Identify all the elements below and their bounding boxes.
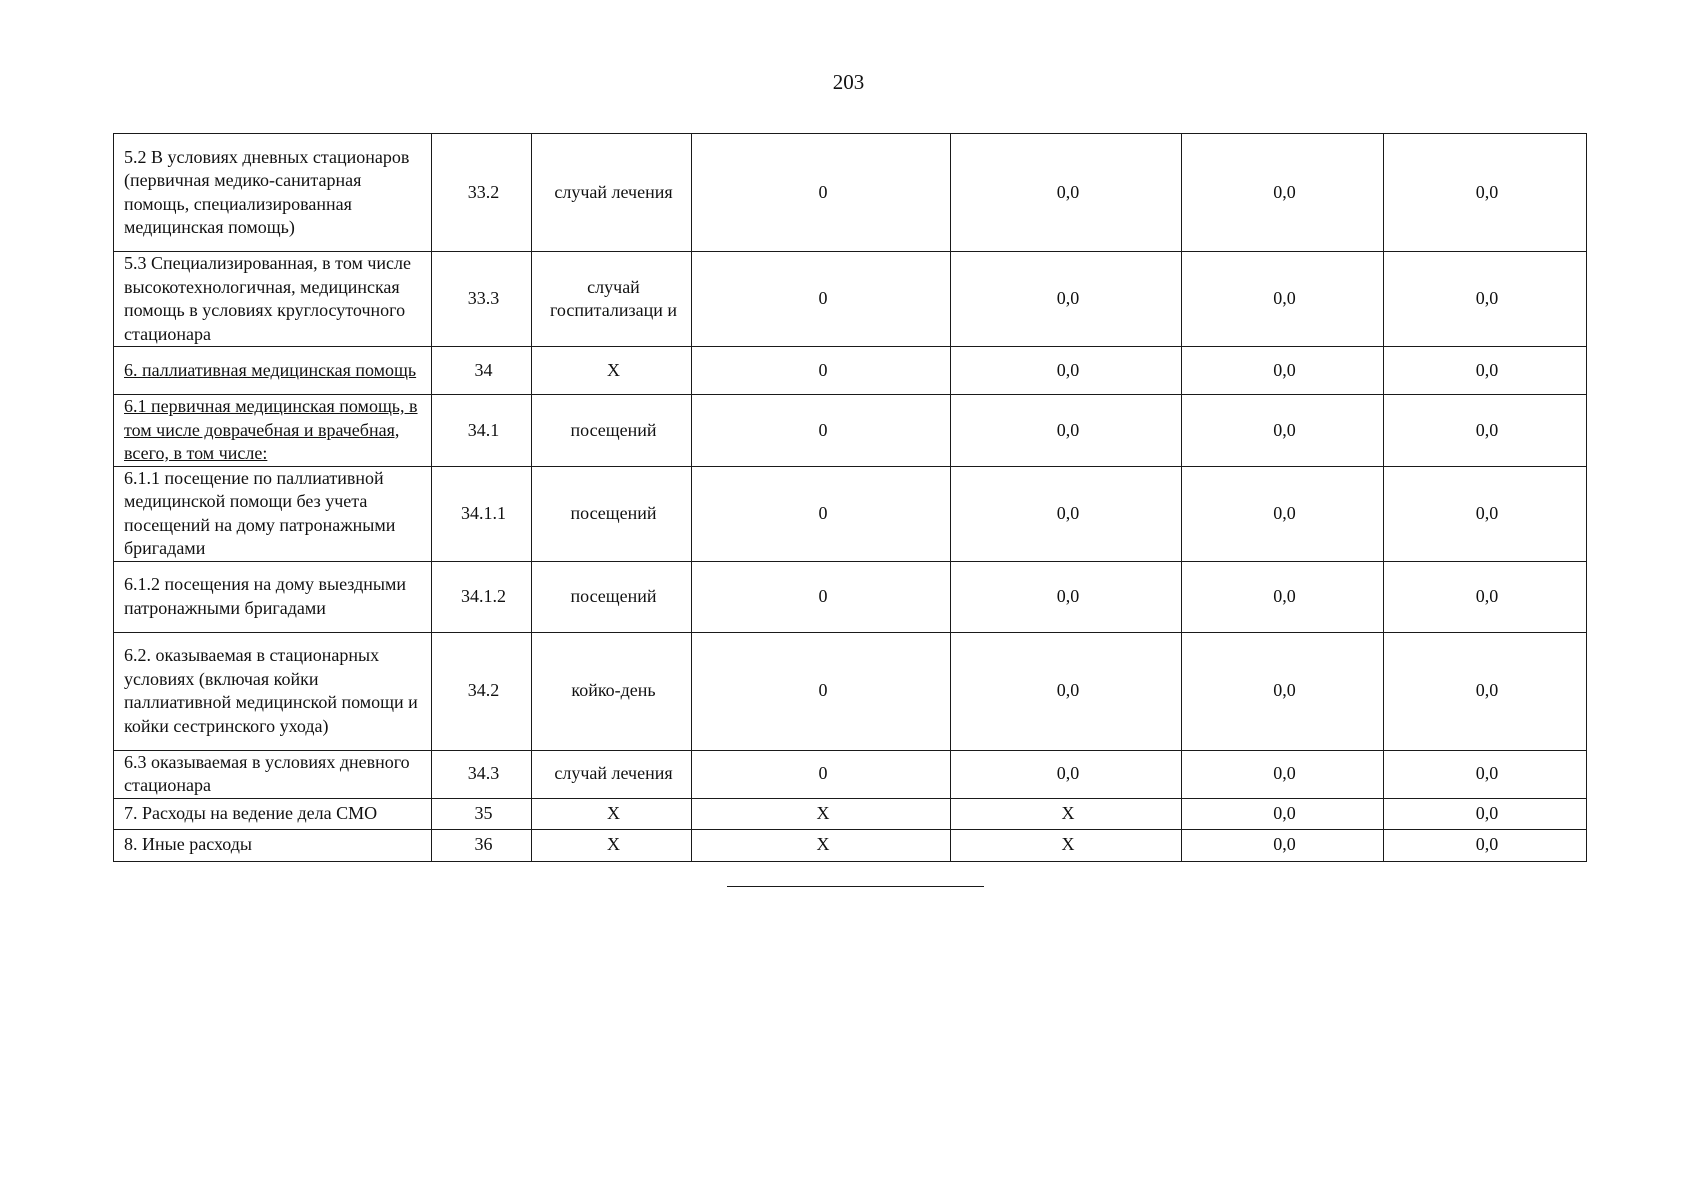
table-row bbox=[114, 134, 1587, 252]
row-unit bbox=[532, 466, 692, 561]
row-value-5-text: 0,0 bbox=[1056, 763, 1080, 784]
row-value-5-text: 0,0 bbox=[1056, 502, 1080, 523]
row-name bbox=[114, 466, 432, 561]
row-value-5-text: 0,0 bbox=[1056, 680, 1080, 701]
row-value-5 bbox=[951, 561, 1182, 632]
row-value-7 bbox=[1384, 798, 1587, 829]
row-value-5-text: X bbox=[1061, 834, 1075, 855]
row-unit-text: X bbox=[607, 834, 620, 855]
row-value-7 bbox=[1384, 561, 1587, 632]
end-rule bbox=[727, 886, 984, 887]
row-code-text: 34.1 bbox=[467, 419, 500, 440]
row-value-4-text: X bbox=[816, 834, 830, 855]
row-value-6-text: 0,0 bbox=[1273, 802, 1296, 823]
table-row bbox=[114, 395, 1587, 467]
row-unit-text: случай лечения bbox=[554, 763, 673, 784]
row-name bbox=[114, 395, 432, 467]
row-value-5 bbox=[951, 134, 1182, 252]
row-value-7-text: 0,0 bbox=[1475, 359, 1499, 380]
row-value-4-text: 0 bbox=[818, 359, 828, 380]
row-unit-text: койко-день bbox=[571, 680, 656, 701]
row-value-4 bbox=[692, 561, 951, 632]
row-name-text: 7. Расходы на ведение дела СМО bbox=[124, 802, 378, 823]
row-value-7-text: 0,0 bbox=[1475, 763, 1499, 784]
row-name-text: 6.1.1 посещение по паллиативной медицинской помощи без учета посещений на дому патронажными бригадами bbox=[124, 467, 396, 558]
row-name bbox=[114, 252, 432, 347]
row-value-7 bbox=[1384, 395, 1587, 467]
row-name-text: 6.1.2 посещения на дому выездными патронажными бригадами bbox=[124, 574, 406, 618]
row-value-6-text: 0,0 bbox=[1273, 834, 1296, 855]
row-code bbox=[432, 798, 532, 829]
row-value-7 bbox=[1384, 466, 1587, 561]
row-unit bbox=[532, 347, 692, 395]
row-value-4-text: 0 bbox=[818, 288, 828, 309]
row-value-6 bbox=[1182, 395, 1384, 467]
row-value-4-text: 0 bbox=[818, 680, 828, 701]
row-value-4 bbox=[692, 798, 951, 829]
row-value-6-text: 0,0 bbox=[1273, 419, 1296, 440]
row-unit-text: посещений bbox=[570, 502, 657, 523]
row-value-4-text: 0 bbox=[818, 763, 828, 784]
row-value-5 bbox=[951, 395, 1182, 467]
row-name-text: 6.2. оказываемая в стационарных условиях (включая койки паллиативной медицинской помощи и койки сестринского ухода) bbox=[124, 645, 418, 736]
row-name-text: 8. Иные расходы bbox=[124, 834, 253, 855]
row-name-text: 6.3 оказываемая в условиях дневного стационара bbox=[124, 751, 410, 795]
row-value-6 bbox=[1182, 798, 1384, 829]
row-code-text: 34 bbox=[474, 359, 493, 380]
row-value-6-text: 0,0 bbox=[1273, 502, 1296, 523]
row-code bbox=[432, 561, 532, 632]
row-value-5-text: 0,0 bbox=[1056, 585, 1080, 606]
data-table bbox=[113, 133, 1587, 862]
row-value-6 bbox=[1182, 632, 1384, 750]
row-unit bbox=[532, 561, 692, 632]
row-unit-text: X bbox=[607, 359, 620, 380]
row-code-text: 33.2 bbox=[467, 181, 500, 202]
row-value-4-text: 0 bbox=[818, 419, 828, 440]
row-value-5 bbox=[951, 750, 1182, 798]
row-value-5 bbox=[951, 829, 1182, 861]
row-unit bbox=[532, 134, 692, 252]
row-value-7 bbox=[1384, 347, 1587, 395]
row-value-7-text: 0,0 bbox=[1475, 419, 1499, 440]
table-row bbox=[114, 829, 1587, 861]
row-code bbox=[432, 134, 532, 252]
row-unit-text: посещений bbox=[570, 585, 657, 606]
row-value-4-text: 0 bbox=[818, 585, 828, 606]
row-value-7-text: 0,0 bbox=[1475, 502, 1499, 523]
row-value-4 bbox=[692, 750, 951, 798]
row-value-6 bbox=[1182, 134, 1384, 252]
row-unit bbox=[532, 798, 692, 829]
row-value-6-text: 0,0 bbox=[1273, 288, 1296, 309]
row-name bbox=[114, 347, 432, 395]
row-value-5-text: X bbox=[1061, 802, 1075, 823]
row-value-6-text: 0,0 bbox=[1273, 680, 1296, 701]
row-unit-text: случай лечения bbox=[554, 181, 673, 202]
row-code-text: 34.1.2 bbox=[461, 585, 506, 606]
row-name bbox=[114, 134, 432, 252]
row-value-5-text: 0,0 bbox=[1056, 419, 1080, 440]
row-value-7-text: 0,0 bbox=[1475, 834, 1499, 855]
row-value-5 bbox=[951, 798, 1182, 829]
row-code bbox=[432, 829, 532, 861]
table-row bbox=[114, 347, 1587, 395]
row-name bbox=[114, 561, 432, 632]
row-value-7 bbox=[1384, 134, 1587, 252]
row-code bbox=[432, 252, 532, 347]
row-unit bbox=[532, 750, 692, 798]
row-code bbox=[432, 750, 532, 798]
row-name-text: 5.2 В условиях дневных стационаров (первичная медико-санитарная помощь, специализированная медицинская помощь) bbox=[124, 146, 410, 237]
row-value-5 bbox=[951, 347, 1182, 395]
row-value-7 bbox=[1384, 632, 1587, 750]
row-value-4 bbox=[692, 466, 951, 561]
row-code-text: 33.3 bbox=[467, 288, 500, 309]
row-value-7 bbox=[1384, 252, 1587, 347]
table-row bbox=[114, 632, 1587, 750]
row-value-4 bbox=[692, 632, 951, 750]
table-row bbox=[114, 466, 1587, 561]
row-unit bbox=[532, 252, 692, 347]
row-unit bbox=[532, 632, 692, 750]
row-name-text: 6. паллиативная медицинская помощь bbox=[124, 359, 417, 380]
table-row bbox=[114, 252, 1587, 347]
row-value-4 bbox=[692, 395, 951, 467]
row-value-4-text: 0 bbox=[818, 502, 828, 523]
row-value-7 bbox=[1384, 750, 1587, 798]
row-value-7-text: 0,0 bbox=[1475, 802, 1499, 823]
row-value-5 bbox=[951, 466, 1182, 561]
row-name bbox=[114, 829, 432, 861]
row-value-6 bbox=[1182, 252, 1384, 347]
row-name-text: 6.1 первичная медицинская помощь, в том числе доврачебная и врачебная, всего, в том числе: bbox=[124, 396, 418, 463]
row-value-7-text: 0,0 bbox=[1475, 288, 1499, 309]
row-value-4 bbox=[692, 134, 951, 252]
row-value-4-text: X bbox=[816, 802, 830, 823]
row-value-6 bbox=[1182, 750, 1384, 798]
row-value-6-text: 0,0 bbox=[1273, 359, 1296, 380]
row-unit bbox=[532, 395, 692, 467]
row-value-4 bbox=[692, 347, 951, 395]
row-code bbox=[432, 466, 532, 561]
row-unit-text: X bbox=[607, 802, 620, 823]
row-name bbox=[114, 750, 432, 798]
row-code-text: 34.1.1 bbox=[461, 502, 506, 523]
row-value-7-text: 0,0 bbox=[1475, 181, 1499, 202]
row-value-4-text: 0 bbox=[818, 181, 828, 202]
row-value-5-text: 0,0 bbox=[1056, 181, 1080, 202]
row-name-text: 5.3 Специализированная, в том числе высокотехнологичная, медицинская помощь в условиях круглосуточного стационара bbox=[124, 253, 412, 344]
table-row bbox=[114, 561, 1587, 632]
row-value-7-text: 0,0 bbox=[1475, 680, 1499, 701]
row-value-6 bbox=[1182, 466, 1384, 561]
page-number: 203 bbox=[832, 70, 865, 94]
row-code-text: 36 bbox=[474, 834, 493, 855]
row-value-6-text: 0,0 bbox=[1273, 585, 1296, 606]
row-code bbox=[432, 632, 532, 750]
row-value-7-text: 0,0 bbox=[1475, 585, 1499, 606]
row-code bbox=[432, 347, 532, 395]
row-unit bbox=[532, 829, 692, 861]
row-value-7 bbox=[1384, 829, 1587, 861]
row-value-6 bbox=[1182, 829, 1384, 861]
row-unit-text: случай госпитализаци и bbox=[550, 276, 677, 320]
row-code-text: 34.3 bbox=[467, 763, 500, 784]
row-value-6-text: 0,0 bbox=[1273, 763, 1296, 784]
row-code-text: 35 bbox=[474, 802, 493, 823]
row-name bbox=[114, 632, 432, 750]
row-value-5 bbox=[951, 252, 1182, 347]
table-body bbox=[114, 134, 1587, 862]
row-value-5-text: 0,0 bbox=[1056, 288, 1080, 309]
row-value-5-text: 0,0 bbox=[1056, 359, 1080, 380]
row-value-6 bbox=[1182, 561, 1384, 632]
table-row bbox=[114, 750, 1587, 798]
row-unit-text: посещений bbox=[570, 419, 657, 440]
row-code bbox=[432, 395, 532, 467]
row-value-6 bbox=[1182, 347, 1384, 395]
table-row bbox=[114, 798, 1587, 829]
row-value-5 bbox=[951, 632, 1182, 750]
row-value-4 bbox=[692, 252, 951, 347]
row-value-6-text: 0,0 bbox=[1273, 181, 1296, 202]
row-code-text: 34.2 bbox=[467, 680, 500, 701]
row-value-4 bbox=[692, 829, 951, 861]
row-name bbox=[114, 798, 432, 829]
